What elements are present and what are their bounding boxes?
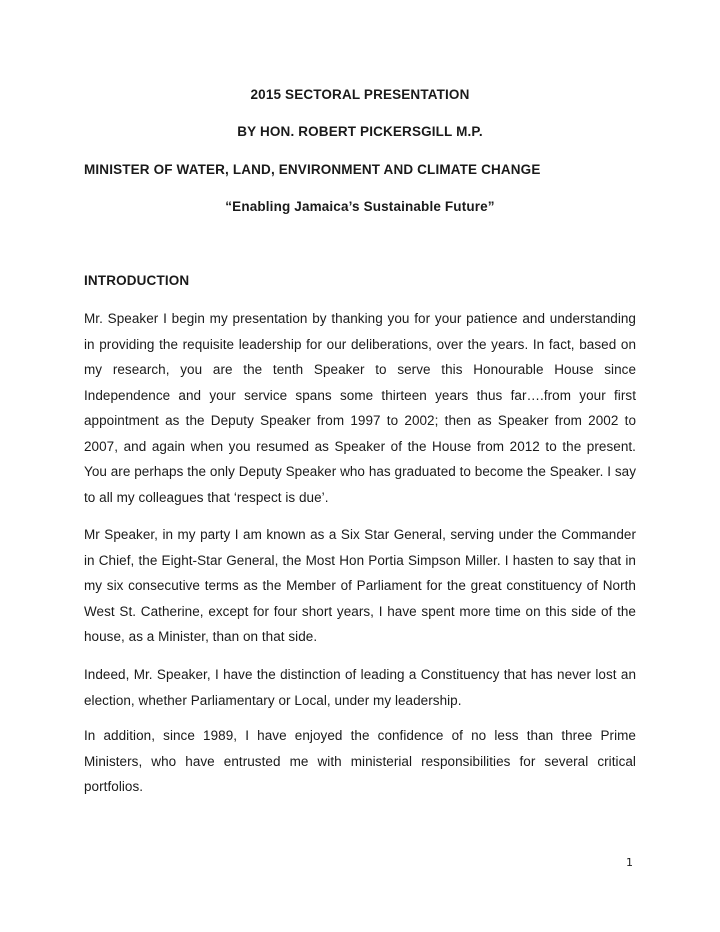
page-number: 1 bbox=[626, 856, 633, 869]
ministry-title: MINISTER OF WATER, LAND, ENVIRONMENT AND CLIMATE CHANGE bbox=[84, 162, 541, 177]
paragraph-six-star: Mr Speaker, in my party I am known as a Six Star General, serving under the Commander in Chief, the Eight-Star General, the Most Hon Portia Simpson Miller. I hasten to say that in my six consecutive terms as the Member of Parliament for the great constituency of North West St. Catherine, except for four short years, I have spent more time on this side of the house, as a Minister, than on that side. bbox=[84, 527, 636, 644]
paragraph-prime-ministers: In addition, since 1989, I have enjoyed the confidence of no less than three Prime Ministers, who have entrusted me with ministerial responsibilities for several critical portfolios. bbox=[84, 728, 636, 794]
presenter-byline: BY HON. ROBERT PICKERSGILL M.P. bbox=[237, 124, 483, 139]
presentation-theme: “Enabling Jamaica’s Sustainable Future” bbox=[225, 199, 495, 214]
paragraph-constituency: Indeed, Mr. Speaker, I have the distinction of leading a Constituency that has never lost an election, whether Parliamentary or Local, under my leadership. bbox=[84, 667, 636, 708]
presentation-title: 2015 SECTORAL PRESENTATION bbox=[250, 87, 470, 102]
section-heading: INTRODUCTION bbox=[84, 273, 190, 288]
paragraph-intro: Mr. Speaker I begin my presentation by thanking you for your patience and understanding in providing the requisite leadership for our deliberations, over the years. In fact, based on my research, you are the tenth Speaker to serve this Honourable House since Independence and your service spans some thirteen years thus far….from your first appointment as the Deputy Speaker from 1997 to 2002; then as Speaker from 2002 to 2007, and again when you resumed as Speaker of the House from 2012 to the present. You are perhaps the only Deputy Speaker who has graduated to become the Speaker. I say to all my colleagues that ‘respect is due’. bbox=[84, 311, 636, 505]
